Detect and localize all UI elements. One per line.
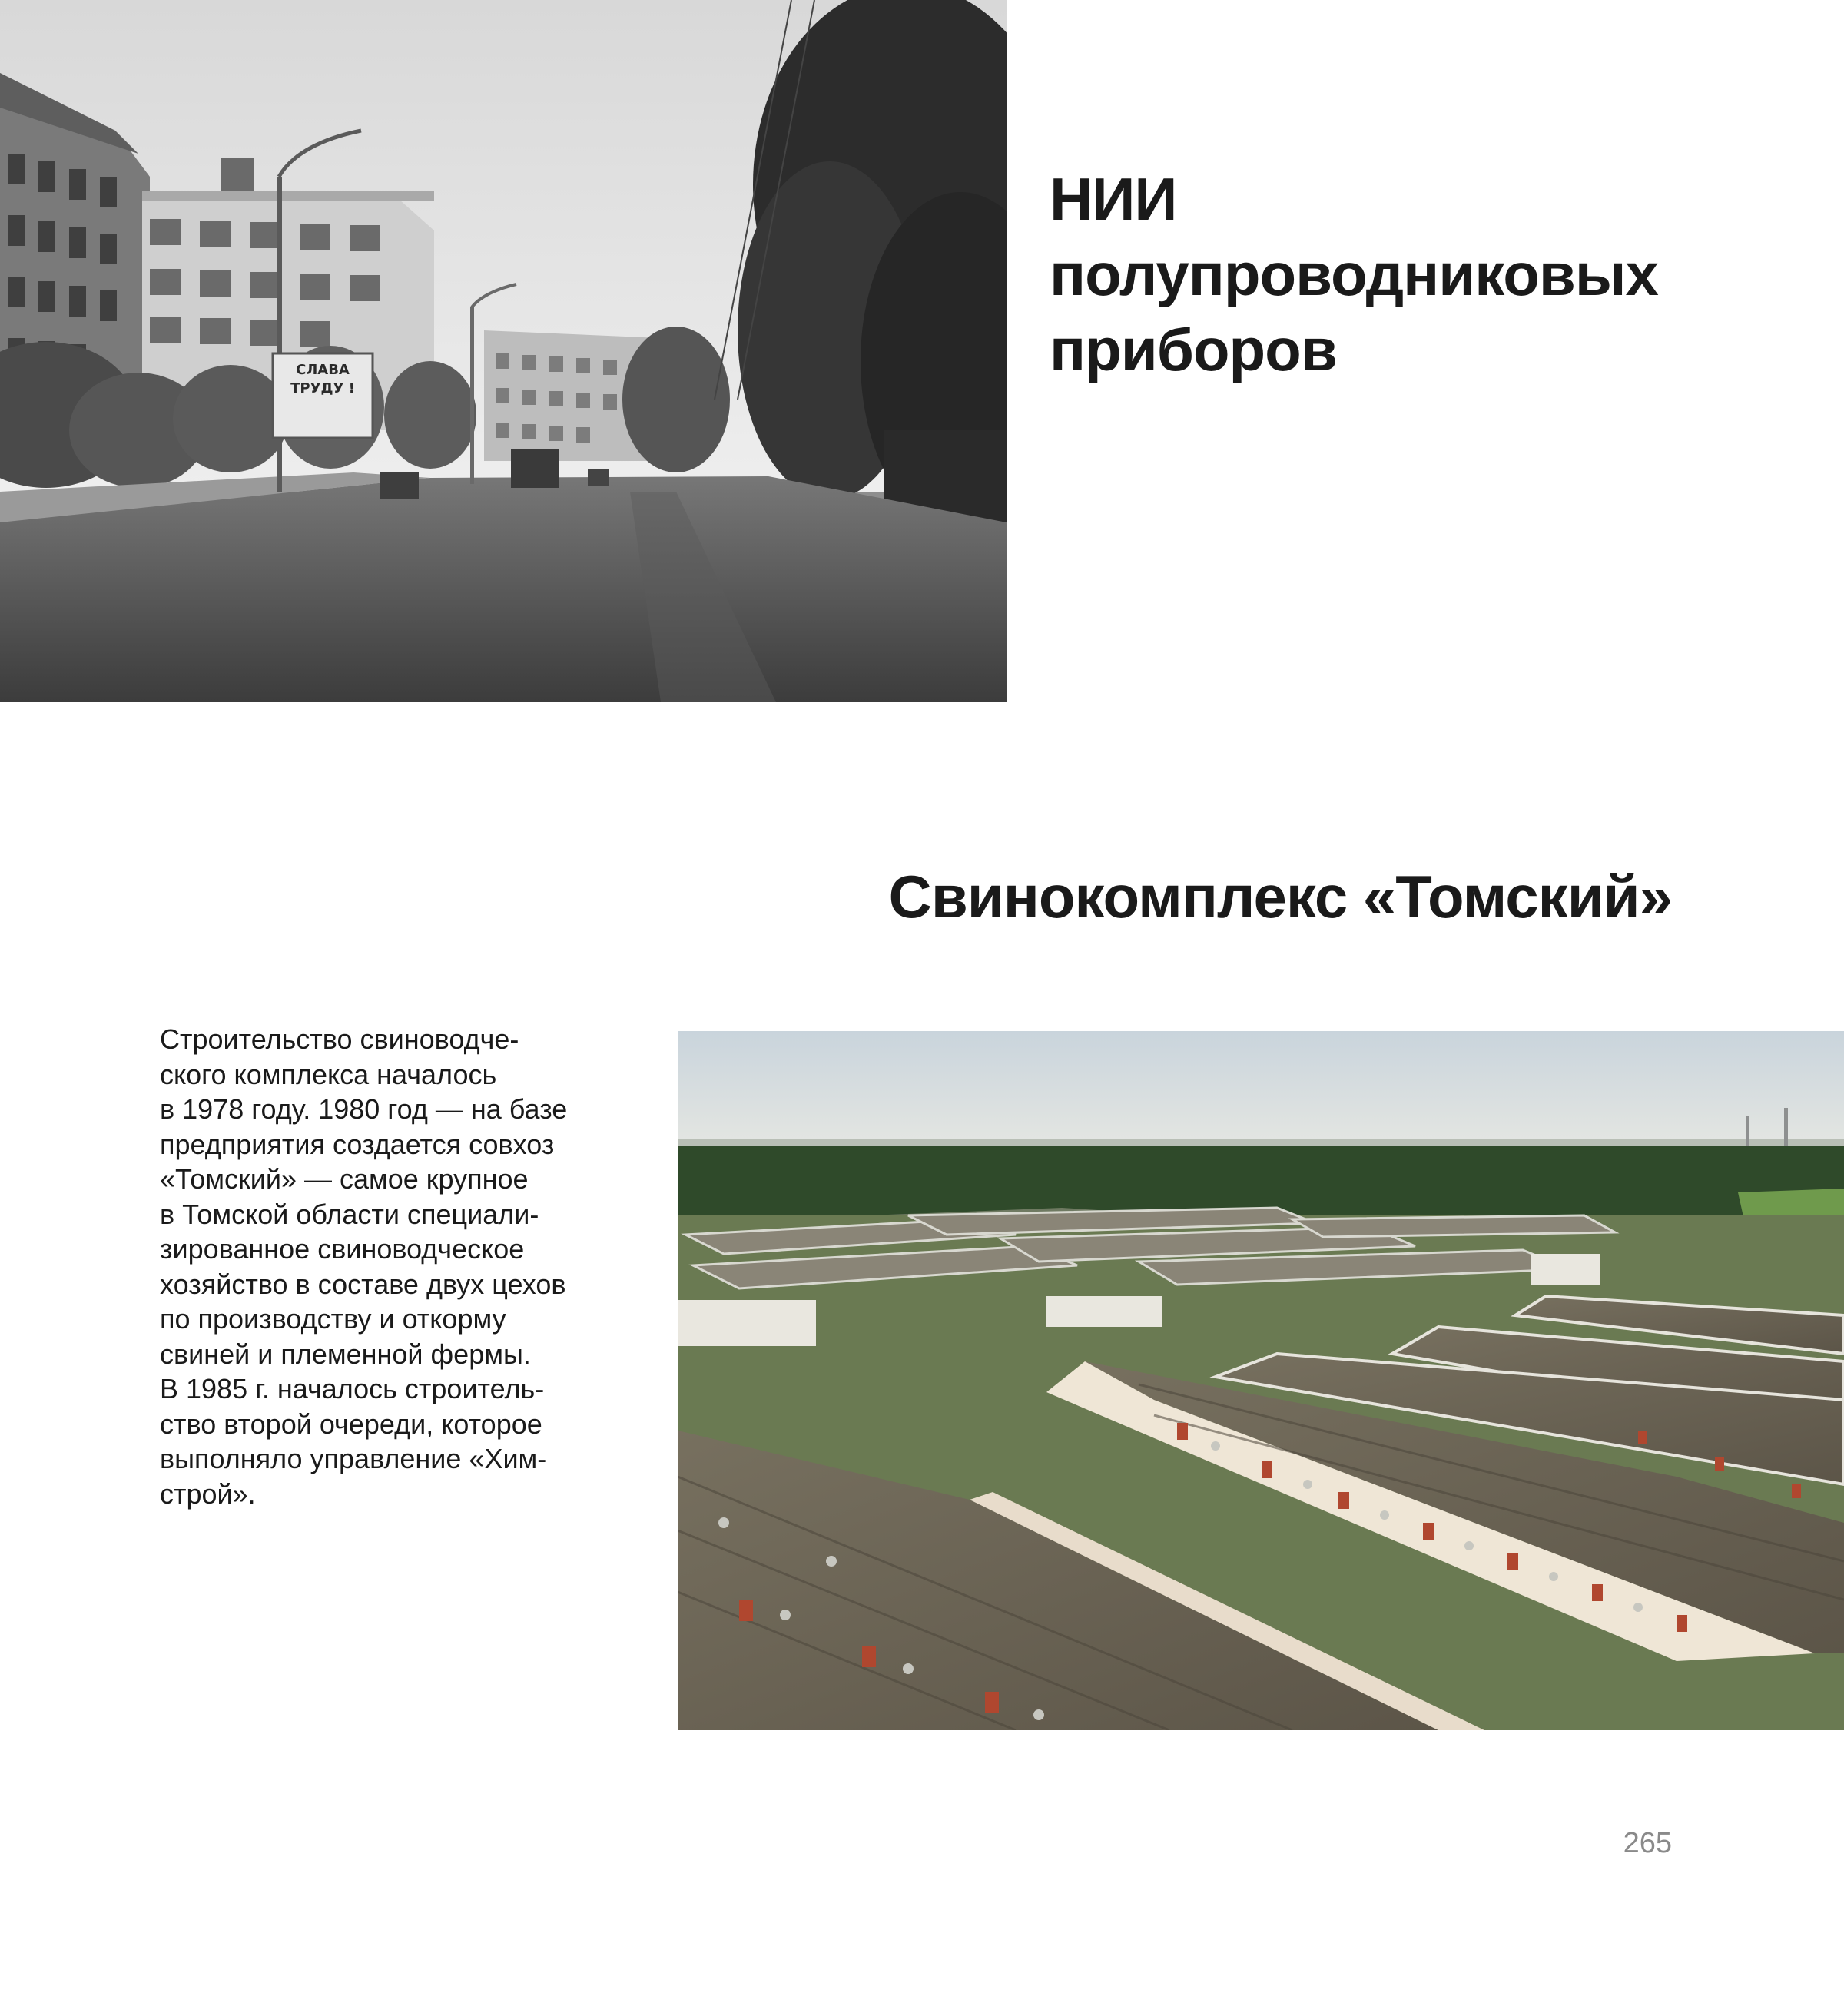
title-line: приборов [1050, 316, 1337, 383]
billboard-text [273, 361, 373, 398]
body-line: В 1985 г. началось строитель- [160, 1373, 545, 1404]
body-line: Строительство свиноводче- [160, 1023, 519, 1055]
body-line: зированное свиноводческое [160, 1233, 525, 1265]
body-line: в 1978 году. 1980 год — на базе [160, 1093, 568, 1125]
body-line: ство второй очереди, которое [160, 1408, 542, 1440]
body-line: строй». [160, 1477, 256, 1510]
billboard-line-2: ТРУДУ ! [290, 380, 355, 396]
body-line: ского комплекса началось [160, 1058, 497, 1090]
aerial-photo [678, 1031, 1844, 1730]
title-line: полупроводниковых [1050, 240, 1658, 308]
body-line: предприятия создается совхоз [160, 1128, 555, 1160]
street-photo [0, 0, 1007, 702]
page-number: 265 [1623, 1827, 1672, 1859]
body-line: выполняло управление «Хим- [160, 1443, 547, 1474]
body-line: свиней и племенной фермы. [160, 1338, 531, 1370]
body-line: хозяйство в составе двух цехов [160, 1268, 566, 1300]
body-line: «Томский» — самое крупное [160, 1163, 529, 1195]
billboard-line-1: СЛАВА [296, 362, 350, 378]
body-line: по производству и откорму [160, 1303, 506, 1335]
section-title-nii [1050, 161, 1787, 387]
section-title-complex: Свинокомплекс «Томский» [888, 863, 1672, 930]
title-line: НИИ [1050, 165, 1177, 233]
body-paragraph [160, 1022, 636, 1511]
body-line: в Томской области специали- [160, 1198, 539, 1230]
